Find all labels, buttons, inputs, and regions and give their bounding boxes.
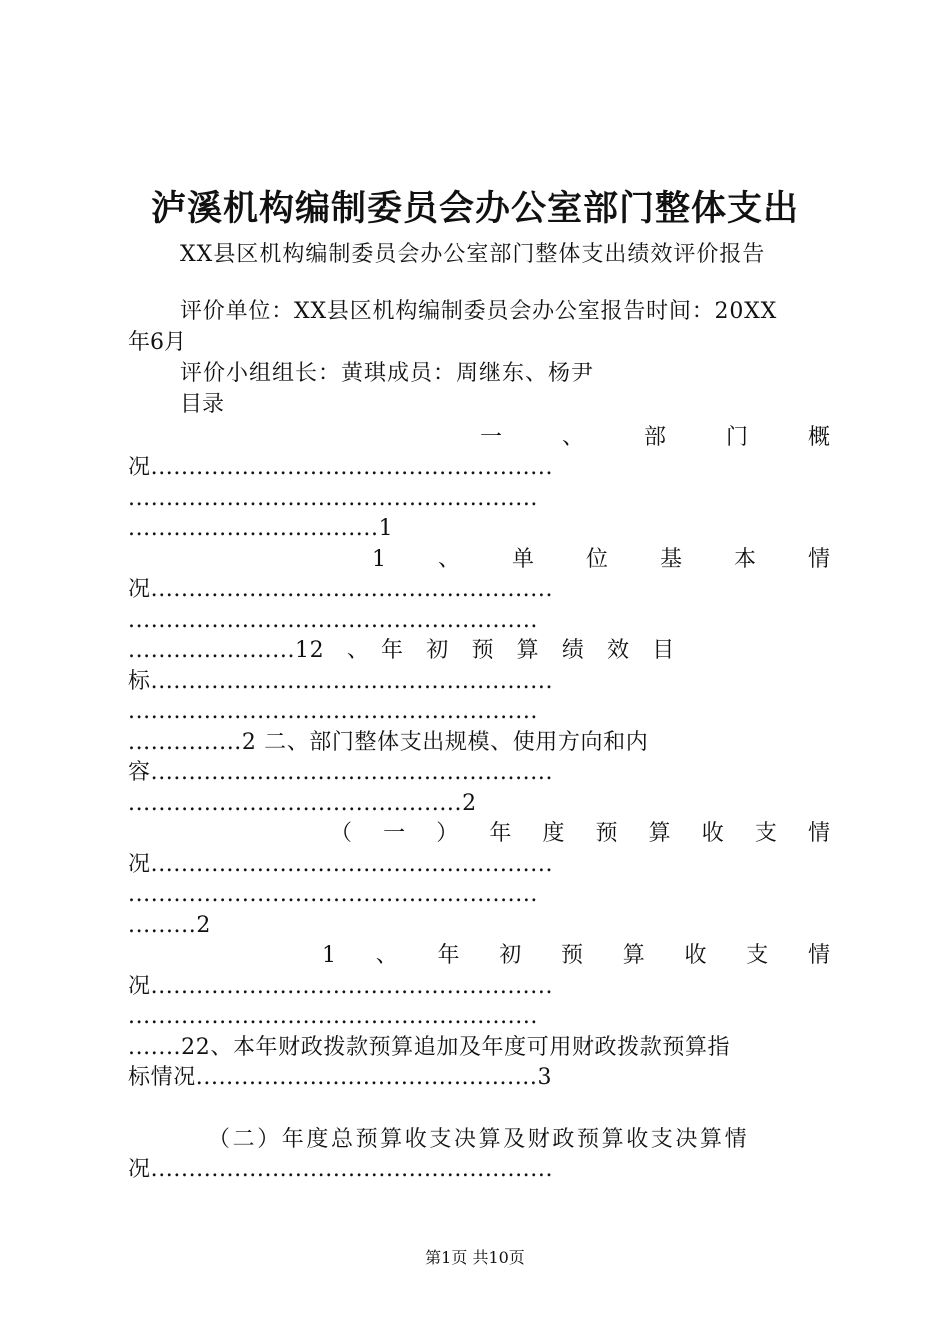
toc-line: ...................................................... <box>128 1004 539 1029</box>
toc-line: ...................................................... <box>128 699 539 724</box>
eval-unit-continuation: 年6月 <box>128 330 186 355</box>
toc-line: ......................12 、 年 初 预 算 绩 效 目 <box>128 638 675 663</box>
toc-line: 1 、 年 初 预 算 收 支 情 <box>322 943 830 968</box>
document-subtitle: XX县区机构编制委员会办公室部门整体支出绩效评价报告 <box>180 242 766 267</box>
toc-line: 一 、 部 门 概 <box>480 425 830 450</box>
toc-line: 况..................................................... <box>128 577 554 602</box>
toc-line: 况..................................................... <box>128 1157 554 1182</box>
toc-line: 容..................................................... <box>128 760 554 785</box>
page-footer: 第1页 共10页 <box>425 1248 525 1267</box>
toc-line: ...................................................... <box>128 608 539 633</box>
toc-heading: 目录 <box>180 392 225 417</box>
toc-line: .........2 <box>128 913 211 938</box>
toc-line: （ 一 ） 年 度 预 算 收 支 情 <box>330 821 830 846</box>
eval-unit-line: 评价单位：XX县区机构编制委员会办公室报告时间：20XX <box>180 299 778 324</box>
toc-line: 1 、 单 位 基 本 情 <box>372 547 830 572</box>
document-title: 泸溪机构编制委员会办公室部门整体支出 <box>150 188 799 229</box>
toc-line: （二）年度总预算收支决算及财政预算收支决算情 <box>208 1127 750 1152</box>
toc-line: 标情况.............................................3 <box>128 1065 553 1090</box>
toc-line: ...................................................... <box>128 486 539 511</box>
toc-line: .......22、本年财政拨款预算追加及年度可用财政拨款预算指 <box>128 1035 731 1060</box>
eval-group-line: 评价小组组长：黄琪成员：周继东、杨尹 <box>180 361 595 386</box>
toc-line: 况..................................................... <box>128 852 554 877</box>
toc-line: 标..................................................... <box>128 669 554 694</box>
toc-line: ...................................................... <box>128 882 539 907</box>
toc-line: 况..................................................... <box>128 974 554 999</box>
toc-line: 况..................................................... <box>128 455 554 480</box>
toc-line: .................................1 <box>128 516 394 541</box>
toc-line: ............................................2 <box>128 791 477 816</box>
toc-line: ...............2 二、部门整体支出规模、使用方向和内 <box>128 730 649 755</box>
